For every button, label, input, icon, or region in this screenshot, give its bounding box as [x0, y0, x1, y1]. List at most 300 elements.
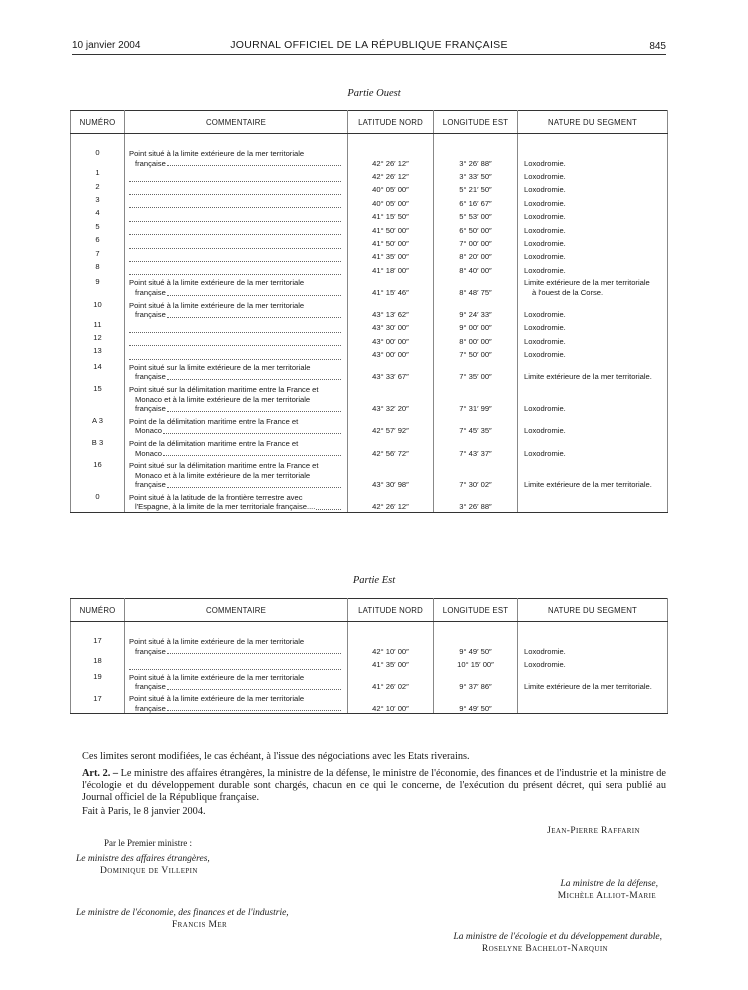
cell-latitude: 42° 57′ 92″	[348, 414, 434, 436]
nature-line: Loxodromie.	[524, 212, 566, 222]
cell-longitude: 5° 21′ 50″	[434, 182, 518, 195]
cell-latitude: 42° 10′ 00″	[348, 634, 434, 656]
table-est	[70, 598, 668, 714]
cell-longitude: 5° 53′ 00″	[434, 208, 518, 221]
table-row	[71, 298, 668, 320]
point-number: 19	[93, 671, 102, 681]
dotted-leader	[129, 351, 341, 360]
cell-longitude: 7° 30′ 02″	[434, 458, 518, 490]
cell-commentaire	[125, 333, 348, 346]
cell-nature	[518, 346, 668, 359]
point-number: 9	[95, 277, 100, 287]
nature-line: Loxodromie.	[524, 310, 566, 320]
paragraph-article-2	[82, 768, 666, 804]
nature-line: Loxodromie.	[524, 198, 566, 208]
cell-nature	[518, 414, 668, 436]
comment-line: Point situé à la limite extérieure de la mer territoriale	[129, 637, 305, 646]
cell-nature	[518, 195, 668, 208]
cell-commentaire	[125, 262, 348, 275]
section-title-est: Partie Est	[352, 575, 396, 586]
col-header-longitude: LONGITUDE EST	[434, 111, 518, 134]
cell-latitude: 41° 35′ 00″	[348, 249, 434, 262]
cell-commentaire	[125, 195, 348, 208]
cell-numero	[71, 634, 125, 656]
cell-numero	[71, 692, 125, 714]
comment-line	[129, 310, 343, 320]
dotted-leader	[129, 226, 341, 235]
comment-text: française	[135, 703, 166, 713]
comment-line	[129, 480, 343, 490]
col-header-commentaire: COMMENTAIRE	[125, 111, 348, 134]
dotted-leader	[129, 661, 341, 670]
point-number: 6	[95, 235, 100, 245]
dotted-leader	[129, 199, 341, 208]
cell-longitude: 6° 50′ 00″	[434, 222, 518, 235]
spacer-cell	[434, 134, 518, 147]
cell-nature	[518, 382, 668, 414]
table-row	[71, 490, 668, 512]
cell-latitude: 41° 15′ 46″	[348, 275, 434, 297]
cell-longitude: 3° 26′ 88″	[434, 490, 518, 512]
point-number: 15	[93, 384, 102, 394]
table-row	[71, 168, 668, 181]
col-header-latitude: LATITUDE NORD	[348, 111, 434, 134]
dotted-leader	[167, 682, 341, 690]
cell-commentaire	[125, 298, 348, 320]
point-number: 3	[95, 194, 100, 204]
cell-numero	[71, 382, 125, 414]
comment-line: Point situé à la limite extérieure de la mer territoriale	[129, 149, 305, 158]
cell-nature	[518, 656, 668, 669]
comment-line	[129, 404, 343, 414]
cell-nature	[518, 298, 668, 320]
cell-nature	[518, 235, 668, 248]
cell-nature	[518, 320, 668, 333]
table-ouest	[70, 110, 668, 513]
comment-text: Monaco	[135, 448, 163, 458]
dotted-leader	[167, 704, 341, 712]
cell-numero	[71, 222, 125, 235]
cell-numero	[71, 414, 125, 436]
dotted-leader	[129, 337, 341, 346]
point-number: 17	[93, 636, 102, 645]
table-row	[71, 382, 668, 414]
nature-line: à l'ouest de la Corse.	[532, 287, 604, 297]
point-number: B 3	[91, 438, 104, 448]
cell-longitude: 9° 24′ 33″	[434, 298, 518, 320]
spacer-cell	[125, 622, 348, 635]
cell-numero	[71, 298, 125, 320]
spacer-cell	[518, 134, 668, 147]
nature-line: Loxodromie.	[524, 336, 566, 346]
cell-nature	[518, 333, 668, 346]
cell-longitude: 9° 49′ 50″	[434, 634, 518, 656]
nature-line: Loxodromie.	[524, 265, 566, 275]
cell-nature	[518, 168, 668, 181]
comment-text: française	[135, 158, 166, 168]
title-ecology: La ministre de l'écologie et du développement durable,	[453, 932, 662, 942]
cell-numero	[71, 182, 125, 195]
point-number: 0	[95, 148, 100, 157]
table-row	[71, 656, 668, 669]
cell-nature	[518, 692, 668, 714]
cell-latitude: 41° 50′ 00″	[348, 222, 434, 235]
comment-line: Point situé à la latitude de la frontière terrestre avec	[129, 492, 303, 502]
dotted-leader	[129, 266, 341, 275]
table-row	[71, 414, 668, 436]
cell-nature	[518, 360, 668, 382]
comment-line	[129, 288, 343, 298]
point-number: 1	[95, 168, 100, 178]
table-row	[71, 249, 668, 262]
cell-commentaire	[125, 692, 348, 714]
nature-line: Loxodromie.	[524, 238, 566, 248]
cell-numero	[71, 249, 125, 262]
table-row	[71, 346, 668, 359]
signature-prime-minister: Jean-Pierre Raffarin	[547, 826, 640, 836]
cell-nature	[518, 222, 668, 235]
nature-line: Limite extérieure de la mer territoriale.	[524, 480, 652, 490]
comment-line	[129, 372, 343, 382]
name-defense: Michèle Alliot-Marie	[557, 891, 656, 901]
cell-numero	[71, 436, 125, 458]
dotted-leader	[167, 310, 341, 318]
cell-numero	[71, 458, 125, 490]
name-foreign-affairs: Dominique de Villepin	[100, 866, 198, 876]
point-number: A 3	[92, 415, 103, 425]
nature-line: Loxodromie.	[524, 350, 566, 360]
cell-longitude: 3° 26′ 88″	[434, 146, 518, 168]
cell-latitude: 43° 33′ 67″	[348, 360, 434, 382]
dotted-leader	[129, 213, 341, 222]
dotted-leader	[129, 253, 341, 262]
point-number: 0	[95, 492, 100, 502]
name-economy: Francis Mer	[172, 920, 228, 930]
cell-longitude: 7° 45′ 35″	[434, 414, 518, 436]
table-row	[71, 634, 668, 656]
col-header-latitude: LATITUDE NORD	[348, 599, 434, 622]
cell-latitude: 43° 30′ 98″	[348, 458, 434, 490]
cell-numero	[71, 346, 125, 359]
cell-longitude: 7° 31′ 99″	[434, 382, 518, 414]
table-row	[71, 146, 668, 168]
cell-numero	[71, 670, 125, 692]
comment-line	[129, 647, 343, 657]
comment-line: Point situé à la limite extérieure de la mer territoriale	[129, 300, 305, 310]
point-number: 5	[95, 221, 100, 231]
table-row	[71, 670, 668, 692]
comment-line	[129, 502, 343, 512]
comment-line	[129, 159, 343, 169]
cell-longitude: 9° 00′ 00″	[434, 320, 518, 333]
comment-line: Monaco et à la limite extérieure de la mer territoriale	[135, 394, 311, 404]
nature-line: Loxodromie.	[524, 426, 566, 436]
cell-longitude: 9° 49′ 50″	[434, 692, 518, 714]
cell-longitude: 7° 35′ 00″	[434, 360, 518, 382]
cell-latitude: 41° 26′ 02″	[348, 670, 434, 692]
cell-commentaire	[125, 436, 348, 458]
cell-commentaire	[125, 656, 348, 669]
point-number: 17	[93, 693, 102, 703]
nature-line: Loxodromie.	[524, 158, 566, 168]
nature-line: Loxodromie.	[524, 646, 566, 656]
spacer-row	[71, 622, 668, 635]
article-body: Le ministre des affaires étrangères, la ministre de la défense, le ministre de l'économie, des finances et de l'industrie et la ministre de l'écologie et du développement durable sont chargés, chacun en ce qui le concerne, de l'exécution du présent décret, qui sera publié au Journal officiel de la République française.	[82, 768, 667, 803]
comment-line: Point situé à la limite extérieure de la mer territoriale	[129, 278, 305, 288]
spacer-cell	[125, 134, 348, 147]
cell-latitude: 40° 05′ 00″	[348, 195, 434, 208]
comment-line: Point situé sur la délimitation maritime entre la France et	[129, 385, 319, 395]
cell-commentaire	[125, 182, 348, 195]
spacer-row	[71, 134, 668, 147]
table-header-row	[71, 599, 668, 622]
comment-line	[129, 704, 343, 714]
col-header-numero: NUMÉRO	[71, 599, 125, 622]
comment-text: française	[135, 404, 166, 414]
nature-line: Loxodromie.	[524, 171, 566, 181]
col-header-nature: NATURE DU SEGMENT	[518, 111, 668, 134]
cell-commentaire	[125, 168, 348, 181]
cell-numero	[71, 235, 125, 248]
table-row	[71, 436, 668, 458]
comment-text: l'Espagne, à la limite de la mer territoriale française....	[135, 502, 316, 512]
section-title-ouest: Partie Ouest	[347, 88, 401, 99]
comment-line: Point situé sur la délimitation maritime entre la France et	[129, 461, 319, 471]
col-header-commentaire: COMMENTAIRE	[125, 599, 348, 622]
cell-latitude: 42° 26′ 12″	[348, 490, 434, 512]
cell-latitude: 42° 26′ 12″	[348, 168, 434, 181]
cell-longitude: 6° 16′ 67″	[434, 195, 518, 208]
cell-numero	[71, 195, 125, 208]
paragraph-limits: Ces limites seront modifiées, le cas échéant, à l'issue des négociations avec les Etats riverains.	[82, 751, 470, 762]
cell-nature	[518, 275, 668, 297]
table-row	[71, 333, 668, 346]
cell-latitude: 43° 00′ 00″	[348, 333, 434, 346]
cell-numero	[71, 275, 125, 297]
point-number: 14	[93, 361, 102, 371]
point-number: 16	[93, 460, 102, 470]
point-number: 8	[95, 261, 100, 271]
cell-latitude: 43° 32′ 20″	[348, 382, 434, 414]
par-le-premier-ministre: Par le Premier ministre :	[104, 838, 192, 848]
comment-text: française	[135, 682, 166, 692]
dotted-leader	[167, 404, 341, 412]
comment-text: française	[135, 646, 166, 656]
cell-nature	[518, 208, 668, 221]
cell-nature	[518, 634, 668, 656]
cell-commentaire	[125, 146, 348, 168]
cell-commentaire	[125, 320, 348, 333]
comment-line	[129, 426, 343, 436]
table-row	[71, 458, 668, 490]
spacer-cell	[518, 622, 668, 635]
col-header-nature: NATURE DU SEGMENT	[518, 599, 668, 622]
title-economy: Le ministre de l'économie, des finances et de l'industrie,	[76, 908, 289, 918]
cell-longitude: 7° 00′ 00″	[434, 235, 518, 248]
comment-line: Point de la délimitation maritime entre la France et	[129, 416, 299, 426]
cell-nature	[518, 458, 668, 490]
spacer-cell	[71, 622, 125, 635]
comment-text: française	[135, 372, 166, 382]
dotted-leader	[316, 502, 341, 510]
table-row	[71, 195, 668, 208]
spacer-cell	[348, 622, 434, 635]
cell-commentaire	[125, 490, 348, 512]
comment-text: Monaco	[135, 426, 163, 436]
cell-latitude: 41° 15′ 50″	[348, 208, 434, 221]
table-row	[71, 692, 668, 714]
cell-longitude: 8° 48′ 75″	[434, 275, 518, 297]
cell-numero	[71, 490, 125, 512]
cell-commentaire	[125, 414, 348, 436]
point-number: 11	[93, 319, 102, 329]
cell-longitude: 8° 20′ 00″	[434, 249, 518, 262]
cell-latitude: 42° 10′ 00″	[348, 692, 434, 714]
spacer-cell	[348, 134, 434, 147]
point-number: 4	[95, 208, 100, 218]
nature-line: Loxodromie.	[524, 659, 566, 669]
cell-nature	[518, 262, 668, 275]
cell-numero	[71, 168, 125, 181]
comment-line: Point de la délimitation maritime entre la France et	[129, 439, 299, 449]
issue-date: 10 janvier 2004	[72, 40, 141, 51]
cell-numero	[71, 208, 125, 221]
dotted-leader	[167, 480, 341, 488]
table-row	[71, 222, 668, 235]
nature-line: Loxodromie.	[524, 323, 566, 333]
cell-numero	[71, 320, 125, 333]
comment-line: Monaco et à la limite extérieure de la mer territoriale	[135, 470, 311, 480]
comment-line	[129, 682, 343, 692]
cell-nature	[518, 182, 668, 195]
dotted-leader	[129, 173, 341, 182]
title-defense: La ministre de la défense,	[560, 879, 658, 889]
point-number: 10	[93, 299, 102, 309]
comment-line: Point situé à la limite extérieure de la mer territoriale	[129, 694, 305, 704]
col-header-longitude: LONGITUDE EST	[434, 599, 518, 622]
cell-nature	[518, 436, 668, 458]
table-row	[71, 262, 668, 275]
done-at-paris: Fait à Paris, le 8 janvier 2004.	[82, 806, 206, 817]
title-foreign-affairs: Le ministre des affaires étrangères,	[76, 854, 210, 864]
cell-longitude: 8° 40′ 00″	[434, 262, 518, 275]
cell-longitude: 8° 00′ 00″	[434, 333, 518, 346]
point-number: 12	[93, 333, 102, 343]
col-header-numero: NUMÉRO	[71, 111, 125, 134]
cell-latitude: 41° 50′ 00″	[348, 235, 434, 248]
point-number: 13	[93, 346, 102, 356]
cell-latitude: 42° 26′ 12″	[348, 146, 434, 168]
cell-commentaire	[125, 208, 348, 221]
cell-latitude: 41° 35′ 00″	[348, 656, 434, 669]
table-row	[71, 235, 668, 248]
cell-commentaire	[125, 382, 348, 414]
cell-numero	[71, 360, 125, 382]
nature-line: Loxodromie.	[524, 185, 566, 195]
cell-commentaire	[125, 249, 348, 262]
cell-nature	[518, 490, 668, 512]
cell-latitude: 41° 18′ 00″	[348, 262, 434, 275]
dotted-leader	[163, 449, 341, 457]
cell-numero	[71, 262, 125, 275]
nature-line: Loxodromie.	[524, 404, 566, 414]
spacer-cell	[71, 134, 125, 147]
dotted-leader	[167, 159, 341, 167]
cell-longitude: 3° 33′ 50″	[434, 168, 518, 181]
dotted-leader	[167, 372, 341, 380]
cell-commentaire	[125, 634, 348, 656]
dotted-leader	[163, 426, 341, 434]
cell-numero	[71, 656, 125, 669]
name-ecology: Roselyne Bachelot-Narquin	[481, 944, 608, 954]
dotted-leader	[167, 647, 341, 655]
page-number: 845	[649, 41, 666, 52]
point-number: 7	[95, 248, 100, 258]
nature-line: Limite extérieure de la mer territoriale	[524, 278, 650, 288]
table-row	[71, 275, 668, 297]
dotted-leader	[129, 240, 341, 249]
cell-longitude: 9° 37′ 86″	[434, 670, 518, 692]
cell-commentaire	[125, 235, 348, 248]
cell-commentaire	[125, 458, 348, 490]
cell-commentaire	[125, 670, 348, 692]
dotted-leader	[129, 186, 341, 195]
table-row	[71, 320, 668, 333]
cell-nature	[518, 249, 668, 262]
cell-numero	[71, 333, 125, 346]
table-header-row	[71, 111, 668, 134]
cell-latitude: 42° 56′ 72″	[348, 436, 434, 458]
cell-nature	[518, 670, 668, 692]
dotted-leader	[167, 288, 341, 296]
dotted-leader	[129, 324, 341, 333]
comment-line: Point situé à la limite extérieure de la mer territoriale	[129, 672, 305, 682]
nature-line: Limite extérieure de la mer territoriale.	[524, 372, 652, 382]
table-row	[71, 360, 668, 382]
cell-latitude: 40° 05′ 00″	[348, 182, 434, 195]
cell-latitude: 43° 00′ 00″	[348, 346, 434, 359]
table-row	[71, 208, 668, 221]
journal-title: JOURNAL OFFICIEL DE LA RÉPUBLIQUE FRANÇAISE	[230, 39, 508, 51]
cell-commentaire	[125, 275, 348, 297]
cell-nature	[518, 146, 668, 168]
cell-numero	[71, 146, 125, 168]
cell-longitude: 10° 15′ 00″	[434, 656, 518, 669]
nature-line: Loxodromie.	[524, 225, 566, 235]
cell-commentaire	[125, 360, 348, 382]
cell-latitude: 43° 30′ 00″	[348, 320, 434, 333]
nature-line: Limite extérieure de la mer territoriale.	[524, 682, 652, 692]
comment-text: française	[135, 310, 166, 320]
page-header	[72, 38, 666, 55]
cell-latitude: 43° 13′ 62″	[348, 298, 434, 320]
cell-longitude: 7° 43′ 37″	[434, 436, 518, 458]
comment-text: française	[135, 480, 166, 490]
table-row	[71, 182, 668, 195]
cell-commentaire	[125, 222, 348, 235]
article-label: Art. 2. –	[82, 768, 119, 779]
comment-line	[129, 449, 343, 459]
spacer-cell	[434, 622, 518, 635]
cell-longitude: 7° 50′ 00″	[434, 346, 518, 359]
nature-line: Loxodromie.	[524, 448, 566, 458]
comment-text: française	[135, 287, 166, 297]
point-number: 2	[95, 181, 100, 191]
cell-commentaire	[125, 346, 348, 359]
point-number: 18	[93, 656, 102, 666]
nature-line: Loxodromie.	[524, 252, 566, 262]
comment-line: Point situé sur la limite extérieure de la mer territoriale	[129, 362, 311, 372]
